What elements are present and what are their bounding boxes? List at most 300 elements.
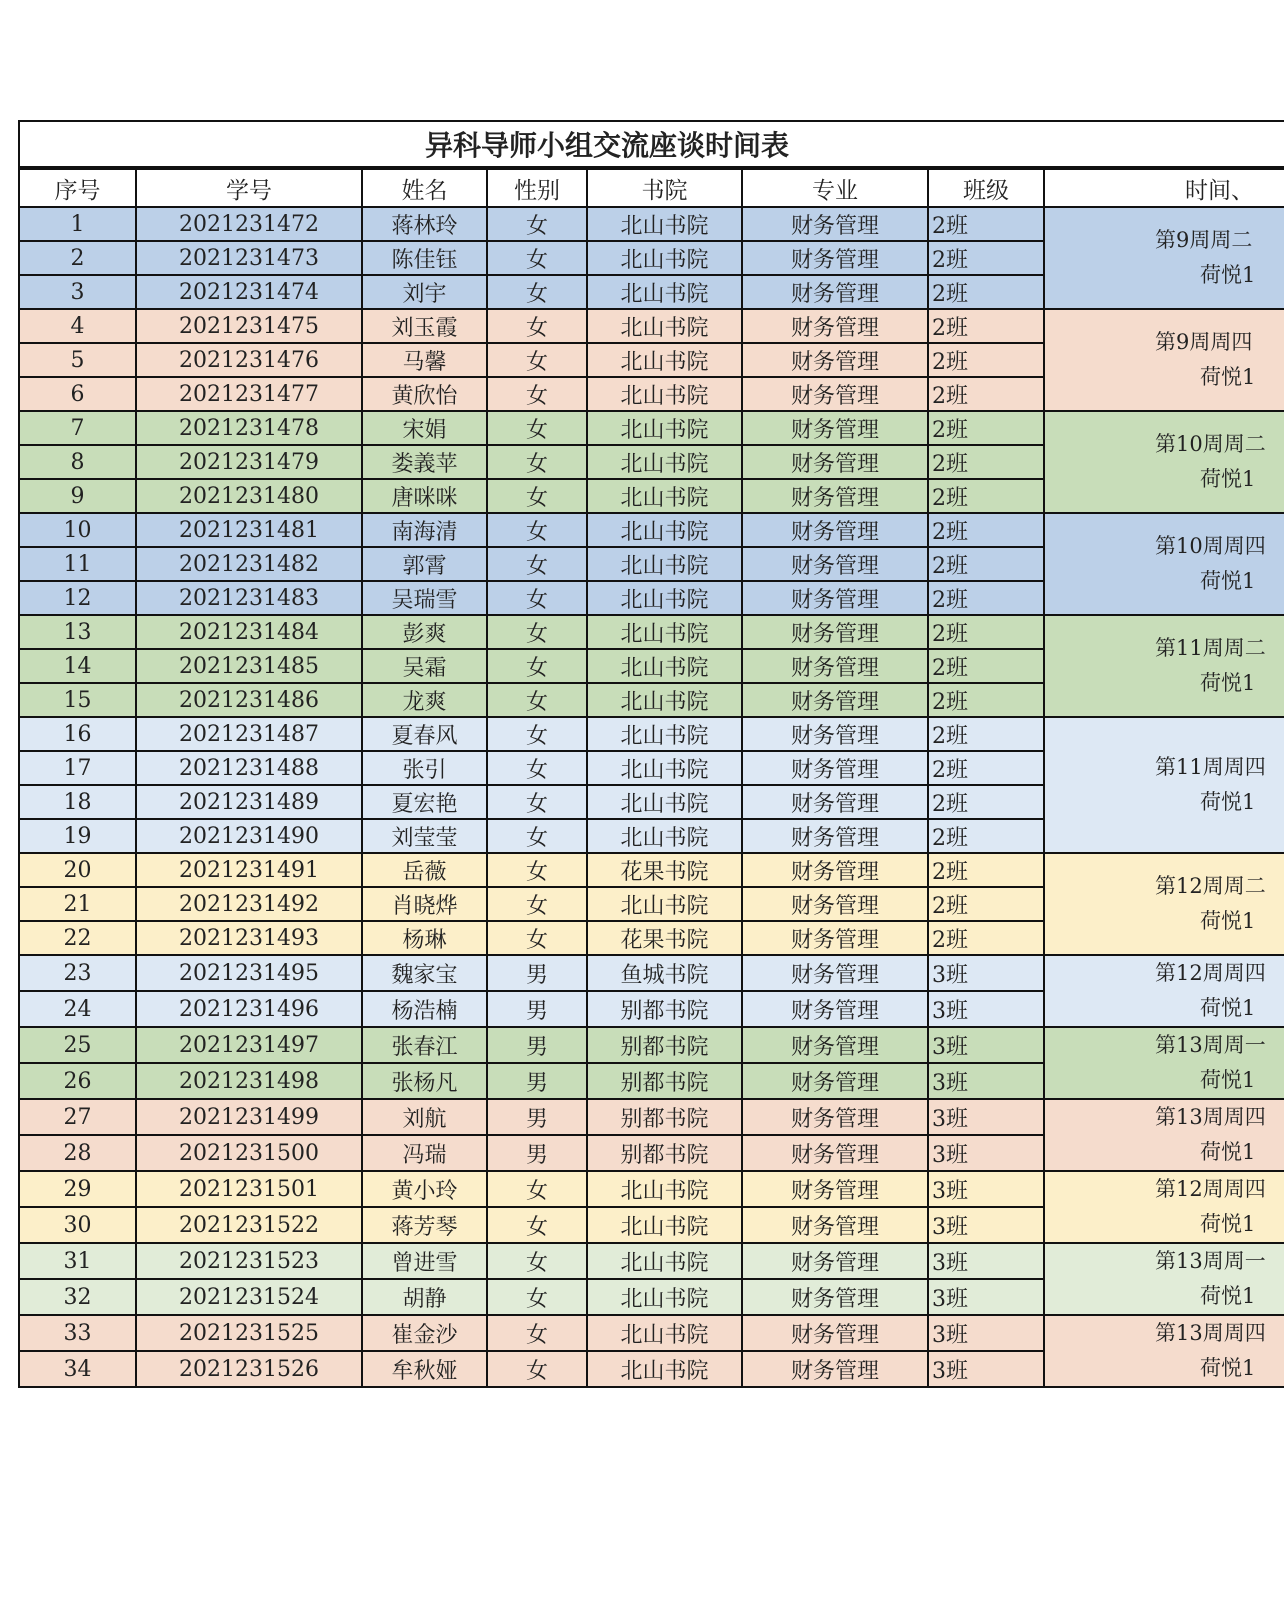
cell-student-id: 2021231475 (136, 309, 362, 343)
schedule-place-line: 荷悦1 (1200, 1140, 1256, 1164)
cell-student-id: 2021231499 (136, 1099, 362, 1135)
cell-college: 别都书院 (587, 991, 742, 1027)
schedule-time-line: 第9周周四 (1155, 330, 1253, 354)
schedule-time-cell (1044, 411, 1284, 513)
cell-major: 财务管理 (742, 853, 928, 887)
cell-student-id: 2021231479 (136, 445, 362, 479)
cell-name: 张春江 (362, 1027, 487, 1063)
cell-student-id: 2021231489 (136, 785, 362, 819)
cell-name: 彭爽 (362, 615, 487, 649)
cell-college: 北山书院 (587, 615, 742, 649)
cell-index: 33 (19, 1315, 136, 1351)
cell-major: 财务管理 (742, 445, 928, 479)
cell-class: 2班 (928, 751, 1044, 785)
cell-gender: 女 (487, 581, 587, 615)
table-row (19, 955, 1284, 991)
cell-class: 3班 (928, 1027, 1044, 1063)
cell-gender: 女 (487, 411, 587, 445)
cell-index: 11 (19, 547, 136, 581)
cell-student-id: 2021231488 (136, 751, 362, 785)
cell-name: 马馨 (362, 343, 487, 377)
cell-major: 财务管理 (742, 1099, 928, 1135)
cell-class: 3班 (928, 1171, 1044, 1207)
cell-index: 24 (19, 991, 136, 1027)
cell-name: 冯瑞 (362, 1135, 487, 1171)
cell-name: 张引 (362, 751, 487, 785)
cell-gender: 女 (487, 513, 587, 547)
cell-college: 北山书院 (587, 785, 742, 819)
cell-index: 22 (19, 921, 136, 955)
cell-major: 财务管理 (742, 479, 928, 513)
cell-student-id: 2021231522 (136, 1207, 362, 1243)
schedule-time-line: 第10周周二 (1155, 432, 1266, 456)
schedule-time-line: 第13周周四 (1155, 1321, 1266, 1345)
cell-name: 杨浩楠 (362, 991, 487, 1027)
cell-index: 18 (19, 785, 136, 819)
cell-index: 19 (19, 819, 136, 853)
header-student-id: 学号 (136, 169, 362, 207)
cell-name: 宋娟 (362, 411, 487, 445)
cell-index: 1 (19, 207, 136, 241)
header-college: 书院 (587, 169, 742, 207)
cell-class: 2班 (928, 683, 1044, 717)
cell-major: 财务管理 (742, 819, 928, 853)
schedule-time-cell (1044, 1315, 1284, 1387)
cell-name: 唐咪咪 (362, 479, 487, 513)
cell-major: 财务管理 (742, 343, 928, 377)
cell-college: 北山书院 (587, 649, 742, 683)
cell-index: 25 (19, 1027, 136, 1063)
cell-class: 2班 (928, 445, 1044, 479)
schedule-place-line: 荷悦1 (1200, 1284, 1256, 1308)
table-row (19, 717, 1284, 751)
cell-index: 10 (19, 513, 136, 547)
cell-class: 3班 (928, 955, 1044, 991)
cell-index: 31 (19, 1243, 136, 1279)
schedule-time-line: 第11周周四 (1155, 755, 1266, 779)
cell-class: 2班 (928, 513, 1044, 547)
cell-student-id: 2021231495 (136, 955, 362, 991)
cell-gender: 女 (487, 1243, 587, 1279)
cell-name: 陈佳钰 (362, 241, 487, 275)
cell-index: 27 (19, 1099, 136, 1135)
cell-name: 杨琳 (362, 921, 487, 955)
schedule-time-cell (1044, 1243, 1284, 1315)
cell-name: 崔金沙 (362, 1315, 487, 1351)
schedule-place-line: 荷悦1 (1200, 569, 1256, 593)
cell-gender: 女 (487, 751, 587, 785)
table-row (19, 207, 1284, 241)
cell-name: 曾进雪 (362, 1243, 487, 1279)
cell-major: 财务管理 (742, 377, 928, 411)
cell-major: 财务管理 (742, 1063, 928, 1099)
cell-class: 2班 (928, 615, 1044, 649)
cell-gender: 女 (487, 717, 587, 751)
cell-gender: 女 (487, 921, 587, 955)
cell-student-id: 2021231498 (136, 1063, 362, 1099)
cell-name: 魏家宝 (362, 955, 487, 991)
cell-gender: 男 (487, 1135, 587, 1171)
cell-gender: 男 (487, 1027, 587, 1063)
cell-student-id: 2021231492 (136, 887, 362, 921)
cell-index: 26 (19, 1063, 136, 1099)
cell-student-id: 2021231474 (136, 275, 362, 309)
cell-college: 别都书院 (587, 1063, 742, 1099)
cell-index: 16 (19, 717, 136, 751)
schedule-time-cell (1044, 1027, 1284, 1099)
cell-college: 北山书院 (587, 751, 742, 785)
cell-class: 2班 (928, 853, 1044, 887)
cell-name: 刘莹莹 (362, 819, 487, 853)
cell-college: 鱼城书院 (587, 955, 742, 991)
schedule-time-line: 第11周周二 (1155, 636, 1266, 660)
cell-index: 21 (19, 887, 136, 921)
schedule-time-line: 第9周周二 (1155, 228, 1253, 252)
cell-college: 北山书院 (587, 547, 742, 581)
cell-major: 财务管理 (742, 1315, 928, 1351)
cell-college: 北山书院 (587, 717, 742, 751)
cell-student-id: 2021231524 (136, 1279, 362, 1315)
cell-student-id: 2021231483 (136, 581, 362, 615)
cell-major: 财务管理 (742, 1027, 928, 1063)
schedule-time-cell (1044, 309, 1284, 411)
cell-class: 3班 (928, 1315, 1044, 1351)
cell-college: 北山书院 (587, 479, 742, 513)
cell-major: 财务管理 (742, 751, 928, 785)
cell-college: 花果书院 (587, 921, 742, 955)
cell-gender: 女 (487, 547, 587, 581)
cell-college: 北山书院 (587, 377, 742, 411)
header-index: 序号 (19, 169, 136, 207)
cell-class: 3班 (928, 991, 1044, 1027)
cell-college: 北山书院 (587, 445, 742, 479)
cell-major: 财务管理 (742, 207, 928, 241)
table-row (19, 615, 1284, 649)
cell-class: 3班 (928, 1135, 1044, 1171)
cell-index: 4 (19, 309, 136, 343)
cell-college: 北山书院 (587, 1351, 742, 1387)
cell-student-id: 2021231480 (136, 479, 362, 513)
cell-college: 北山书院 (587, 411, 742, 445)
cell-class: 2班 (928, 275, 1044, 309)
cell-class: 2班 (928, 479, 1044, 513)
cell-major: 财务管理 (742, 309, 928, 343)
table-row (19, 853, 1284, 887)
cell-college: 北山书院 (587, 683, 742, 717)
cell-college: 北山书院 (587, 207, 742, 241)
cell-gender: 女 (487, 1171, 587, 1207)
cell-student-id: 2021231500 (136, 1135, 362, 1171)
cell-class: 2班 (928, 411, 1044, 445)
cell-index: 29 (19, 1171, 136, 1207)
cell-college: 北山书院 (587, 309, 742, 343)
schedule-place-line: 荷悦1 (1200, 996, 1256, 1020)
cell-name: 胡静 (362, 1279, 487, 1315)
cell-major: 财务管理 (742, 955, 928, 991)
cell-index: 17 (19, 751, 136, 785)
cell-student-id: 2021231478 (136, 411, 362, 445)
schedule-time-cell (1044, 1171, 1284, 1243)
cell-gender: 女 (487, 207, 587, 241)
cell-college: 北山书院 (587, 581, 742, 615)
cell-class: 2班 (928, 785, 1044, 819)
cell-index: 30 (19, 1207, 136, 1243)
table-row (19, 1099, 1284, 1135)
header-major: 专业 (742, 169, 928, 207)
cell-name: 黄小玲 (362, 1171, 487, 1207)
cell-student-id: 2021231477 (136, 377, 362, 411)
schedule-place-line: 荷悦1 (1200, 671, 1256, 695)
cell-index: 28 (19, 1135, 136, 1171)
cell-major: 财务管理 (742, 1207, 928, 1243)
header-name: 姓名 (362, 169, 487, 207)
cell-name: 郭霄 (362, 547, 487, 581)
cell-college: 北山书院 (587, 343, 742, 377)
cell-student-id: 2021231523 (136, 1243, 362, 1279)
cell-college: 北山书院 (587, 1171, 742, 1207)
cell-index: 2 (19, 241, 136, 275)
cell-index: 7 (19, 411, 136, 445)
cell-student-id: 2021231481 (136, 513, 362, 547)
cell-class: 2班 (928, 547, 1044, 581)
cell-student-id: 2021231476 (136, 343, 362, 377)
cell-college: 花果书院 (587, 853, 742, 887)
cell-gender: 女 (487, 615, 587, 649)
cell-college: 北山书院 (587, 819, 742, 853)
cell-class: 3班 (928, 1279, 1044, 1315)
cell-gender: 女 (487, 241, 587, 275)
cell-name: 娄義苹 (362, 445, 487, 479)
cell-name: 蒋芳琴 (362, 1207, 487, 1243)
cell-index: 3 (19, 275, 136, 309)
cell-gender: 女 (487, 343, 587, 377)
cell-name: 刘宇 (362, 275, 487, 309)
cell-student-id: 2021231526 (136, 1351, 362, 1387)
cell-gender: 女 (487, 887, 587, 921)
cell-index: 8 (19, 445, 136, 479)
cell-gender: 女 (487, 785, 587, 819)
cell-gender: 女 (487, 309, 587, 343)
table-row (19, 309, 1284, 343)
cell-name: 夏宏艳 (362, 785, 487, 819)
schedule-place-line: 荷悦1 (1200, 365, 1256, 389)
cell-class: 2班 (928, 309, 1044, 343)
cell-college: 北山书院 (587, 513, 742, 547)
schedule-time-line: 第10周周四 (1155, 534, 1266, 558)
cell-index: 23 (19, 955, 136, 991)
header-gender: 性别 (487, 169, 587, 207)
table-row (19, 513, 1284, 547)
schedule-time-cell (1044, 853, 1284, 955)
schedule-place-line: 荷悦1 (1200, 1068, 1256, 1092)
cell-gender: 男 (487, 955, 587, 991)
cell-name: 张杨凡 (362, 1063, 487, 1099)
table-row (19, 1027, 1284, 1063)
cell-index: 9 (19, 479, 136, 513)
cell-college: 北山书院 (587, 1315, 742, 1351)
cell-student-id: 2021231484 (136, 615, 362, 649)
schedule-time-line: 第12周周二 (1155, 874, 1266, 898)
cell-index: 34 (19, 1351, 136, 1387)
cell-name: 刘航 (362, 1099, 487, 1135)
cell-student-id: 2021231485 (136, 649, 362, 683)
cell-index: 14 (19, 649, 136, 683)
cell-class: 3班 (928, 1351, 1044, 1387)
cell-major: 财务管理 (742, 991, 928, 1027)
cell-class: 3班 (928, 1063, 1044, 1099)
table-row (19, 1243, 1284, 1279)
cell-gender: 女 (487, 683, 587, 717)
cell-class: 3班 (928, 1243, 1044, 1279)
cell-major: 财务管理 (742, 717, 928, 751)
cell-student-id: 2021231482 (136, 547, 362, 581)
cell-major: 财务管理 (742, 887, 928, 921)
cell-major: 财务管理 (742, 547, 928, 581)
cell-student-id: 2021231473 (136, 241, 362, 275)
schedule-place-line: 荷悦1 (1200, 263, 1256, 287)
cell-class: 2班 (928, 581, 1044, 615)
schedule-time-cell (1044, 615, 1284, 717)
header-row (19, 169, 1284, 207)
cell-gender: 男 (487, 991, 587, 1027)
cell-major: 财务管理 (742, 1351, 928, 1387)
cell-index: 15 (19, 683, 136, 717)
schedule-place-line: 荷悦1 (1200, 467, 1256, 491)
cell-student-id: 2021231493 (136, 921, 362, 955)
cell-major: 财务管理 (742, 683, 928, 717)
cell-major: 财务管理 (742, 411, 928, 445)
schedule-time-line: 第12周周四 (1155, 961, 1266, 985)
cell-gender: 男 (487, 1099, 587, 1135)
cell-name: 南海清 (362, 513, 487, 547)
cell-major: 财务管理 (742, 615, 928, 649)
cell-index: 20 (19, 853, 136, 887)
cell-name: 吴瑞雪 (362, 581, 487, 615)
cell-student-id: 2021231490 (136, 819, 362, 853)
cell-name: 牟秋娅 (362, 1351, 487, 1387)
cell-gender: 女 (487, 1279, 587, 1315)
schedule-time-cell (1044, 513, 1284, 615)
schedule-time-line: 第13周周一 (1155, 1033, 1266, 1057)
cell-student-id: 2021231472 (136, 207, 362, 241)
cell-student-id: 2021231525 (136, 1315, 362, 1351)
cell-college: 北山书院 (587, 1243, 742, 1279)
cell-name: 龙爽 (362, 683, 487, 717)
cell-college: 北山书院 (587, 887, 742, 921)
cell-major: 财务管理 (742, 241, 928, 275)
schedule-sheet (18, 120, 1284, 1432)
cell-college: 北山书院 (587, 241, 742, 275)
cell-major: 财务管理 (742, 275, 928, 309)
table-row (19, 1315, 1284, 1351)
schedule-time-cell (1044, 717, 1284, 853)
table-row (19, 1171, 1284, 1207)
cell-name: 黄欣怡 (362, 377, 487, 411)
cell-college: 北山书院 (587, 275, 742, 309)
cell-major: 财务管理 (742, 513, 928, 547)
schedule-place-line: 荷悦1 (1200, 790, 1256, 814)
cell-index: 5 (19, 343, 136, 377)
cell-class: 2班 (928, 649, 1044, 683)
schedule-time-cell (1044, 1099, 1284, 1171)
schedule-time-cell (1044, 207, 1284, 309)
cell-major: 财务管理 (742, 785, 928, 819)
schedule-place-line: 荷悦1 (1200, 1212, 1256, 1236)
cell-class: 2班 (928, 377, 1044, 411)
cell-major: 财务管理 (742, 1243, 928, 1279)
schedule-table (18, 168, 1284, 1388)
schedule-place-line: 荷悦1 (1200, 1356, 1256, 1380)
cell-index: 32 (19, 1279, 136, 1315)
schedule-time-line: 第13周周一 (1155, 1249, 1266, 1273)
cell-gender: 女 (487, 445, 587, 479)
cell-gender: 女 (487, 819, 587, 853)
cell-gender: 女 (487, 1207, 587, 1243)
cell-major: 财务管理 (742, 581, 928, 615)
cell-college: 北山书院 (587, 1279, 742, 1315)
table-body (19, 207, 1284, 1387)
cell-college: 别都书院 (587, 1099, 742, 1135)
cell-name: 刘玉霞 (362, 309, 487, 343)
cell-major: 财务管理 (742, 649, 928, 683)
cell-student-id: 2021231497 (136, 1027, 362, 1063)
cell-gender: 女 (487, 853, 587, 887)
cell-index: 12 (19, 581, 136, 615)
cell-major: 财务管理 (742, 921, 928, 955)
cell-gender: 女 (487, 275, 587, 309)
cell-class: 2班 (928, 819, 1044, 853)
cell-gender: 男 (487, 1063, 587, 1099)
cell-name: 肖晓烨 (362, 887, 487, 921)
cell-gender: 女 (487, 1315, 587, 1351)
cell-name: 岳薇 (362, 853, 487, 887)
cell-gender: 女 (487, 649, 587, 683)
cell-class: 2班 (928, 717, 1044, 751)
sheet-title: 异科导师小组交流座谈时间表 (18, 120, 1284, 168)
cell-college: 别都书院 (587, 1027, 742, 1063)
cell-student-id: 2021231501 (136, 1171, 362, 1207)
cell-gender: 女 (487, 479, 587, 513)
cell-index: 6 (19, 377, 136, 411)
cell-student-id: 2021231491 (136, 853, 362, 887)
cell-name: 蒋林玲 (362, 207, 487, 241)
cell-class: 2班 (928, 887, 1044, 921)
table-row (19, 411, 1284, 445)
cell-class: 3班 (928, 1099, 1044, 1135)
cell-gender: 女 (487, 377, 587, 411)
cell-college: 别都书院 (587, 1135, 742, 1171)
schedule-time-line: 第12周周四 (1155, 1177, 1266, 1201)
schedule-time-line: 第13周周四 (1155, 1105, 1266, 1129)
cell-index: 13 (19, 615, 136, 649)
cell-class: 2班 (928, 207, 1044, 241)
cell-class: 2班 (928, 343, 1044, 377)
schedule-place-line: 荷悦1 (1200, 909, 1256, 933)
cell-gender: 女 (487, 1351, 587, 1387)
cell-major: 财务管理 (742, 1279, 928, 1315)
cell-class: 2班 (928, 921, 1044, 955)
cell-name: 夏春风 (362, 717, 487, 751)
cell-student-id: 2021231496 (136, 991, 362, 1027)
cell-student-id: 2021231487 (136, 717, 362, 751)
cell-major: 财务管理 (742, 1135, 928, 1171)
cell-class: 2班 (928, 241, 1044, 275)
cell-college: 北山书院 (587, 1207, 742, 1243)
cell-class: 3班 (928, 1207, 1044, 1243)
cell-major: 财务管理 (742, 1171, 928, 1207)
cell-name: 吴霜 (362, 649, 487, 683)
cell-student-id: 2021231486 (136, 683, 362, 717)
